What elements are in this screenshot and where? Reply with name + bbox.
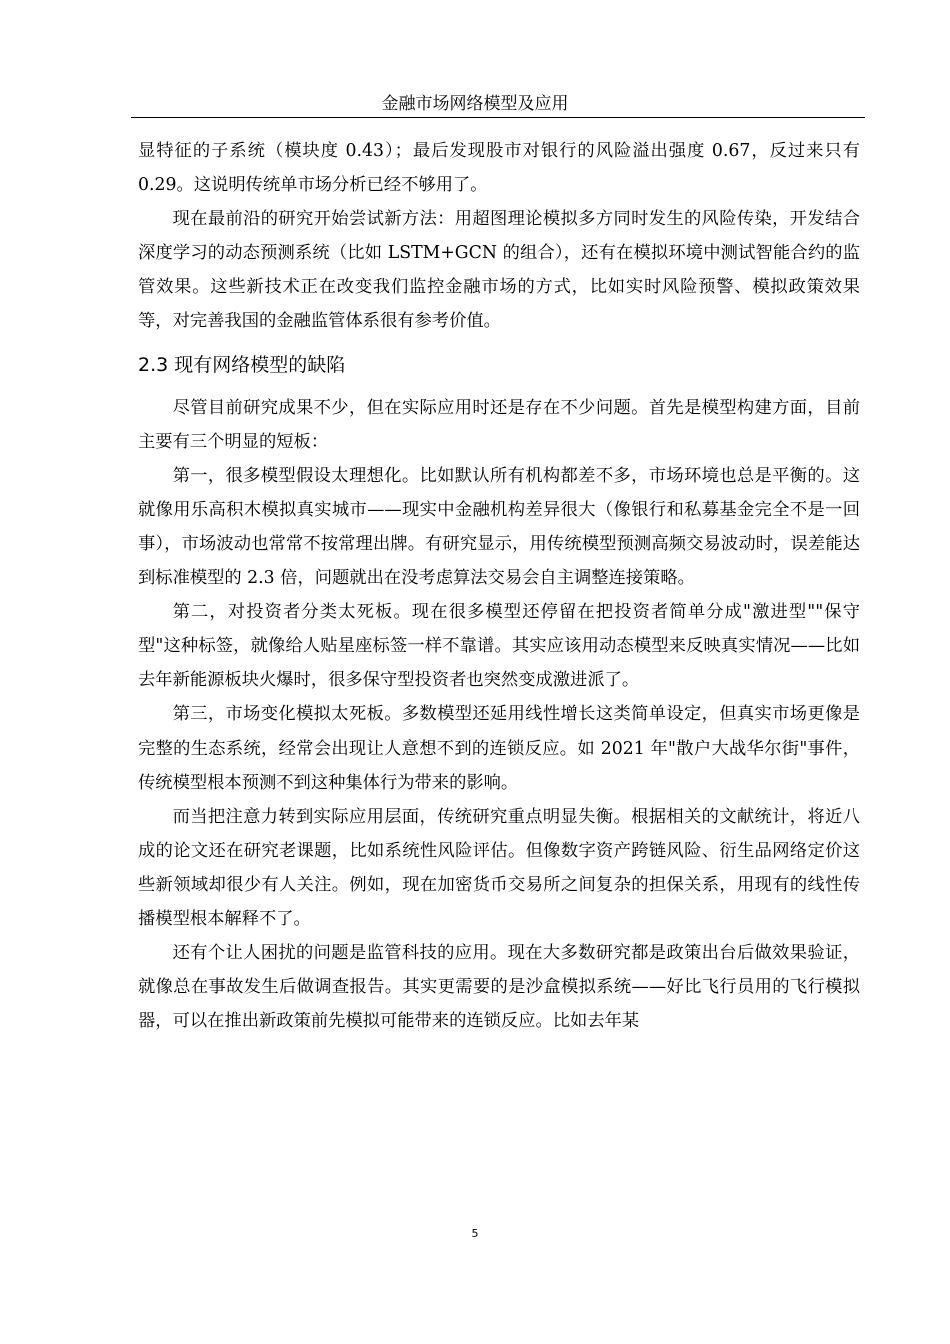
- body-paragraph: 而当把注意力转到实际应用层面，传统研究重点明显失衡。根据相关的文献统计，将近八成的论文还在研究老课题，比如系统性风险评估。但像数字资产跨链风险、衍生品网络定价这些新领域却很少有人关注。例如，现在加密货币交易所之间复杂的担保关系，用现有的线性传播模型根本解释不了。: [138, 806, 860, 929]
- body-paragraph: 显特征的子系统（模块度 0.43）；最后发现股市对银行的风险溢出强度 0.67，反过来只有 0.29。这说明传统单市场分析已经不够用了。: [138, 141, 860, 196]
- body-paragraph: 第一，很多模型假设太理想化。比如默认所有机构都差不多，市场环境也总是平衡的。这就像用乐高积木模拟真实城市——现实中金融机构差异很大（像银行和私募基金完全不是一回事），市场波动也常常不按常理出牌。有研究显示，用传统模型预测高频交易波动时，误差能达到标准模型的 2.3 倍，问题就出在没考虑算法交易会自主调整连接策略。: [138, 465, 860, 589]
- header-rule: [131, 117, 865, 118]
- section-heading: 2.3 现有网络模型的缺陷: [138, 353, 346, 376]
- running-header: 金融市场网络模型及应用: [381, 94, 569, 114]
- body-paragraph: 第二，对投资者分类太死板。现在很多模型还停留在把投资者简单分成"激进型""保守型"这种标签，就像给人贴星座标签一样不靠谱。其实应该用动态模型来反映真实情况——比如去年新能源板块火爆时，很多保守型投资者也突然变成激进派了。: [138, 602, 860, 691]
- page-body: [138, 134, 860, 1038]
- page-number: 5: [471, 1227, 479, 1240]
- body-paragraph: 第三，市场变化模拟太死板。多数模型还延用线性增长这类简单设定，但真实市场更像是完整的生态系统，经常会出现让人意想不到的连锁反应。如 2021 年"散户大战华尔街"事件，传统模型根本预测不到这种集体行为带来的影响。: [138, 704, 860, 793]
- body-paragraph: 现在最前沿的研究开始尝试新方法：用超图理论模拟多方同时发生的风险传染，开发结合深度学习的动态预测系统（比如 LSTM+GCN 的组合），还有在模拟环境中测试智能合约的监管效果。这些新技术正在改变我们监控金融市场的方式，比如实时风险预警、模拟政策效果等，对完善我国的金融监管体系很有参考价值。: [138, 209, 860, 332]
- body-paragraph: 尽管目前研究成果不少，但在实际应用时还是存在不少问题。首先是模型构建方面，目前主要有三个明显的短板：: [138, 397, 860, 452]
- body-paragraph: 还有个让人困扰的问题是监管科技的应用。现在大多数研究都是政策出台后做效果验证，就像总在事故发生后做调查报告。其实更需要的是沙盒模拟系统——好比飞行员用的飞行模拟器，可以在推出新政策前先模拟可能带来的连锁反应。比如去年某: [138, 943, 860, 1032]
